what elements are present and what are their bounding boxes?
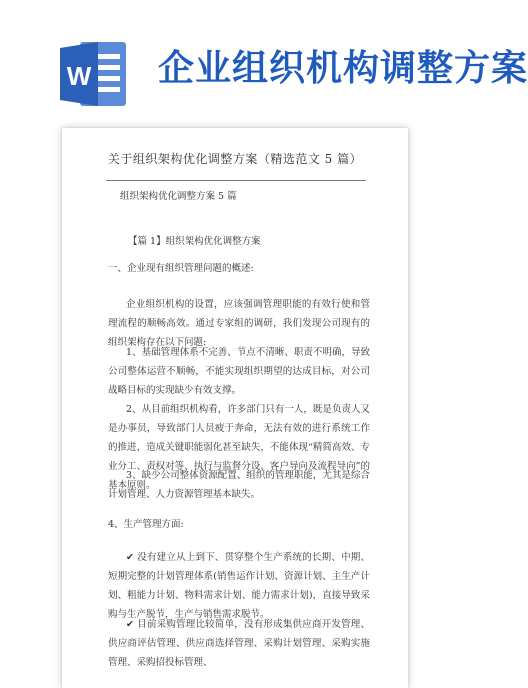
section-heading: 【篇 1】组织架构优化调整方案 (128, 236, 261, 247)
paragraph: ✔ 没有建立从上到下、贯穿整个生产系统的长期、中期、短期完整的计划管理体系(销售运作计划、资源计划、主生产计划、粗能力计划、物料需求计划、能力需求计划)，直接导致采购与生产脱节，生产与销售需求脱节。 (108, 552, 370, 620)
document-page (62, 128, 408, 688)
document-title: 关于组织架构优化调整方案（精选范文 5 篇） (107, 152, 363, 166)
svg-text:W: W (66, 61, 92, 91)
paragraph: 3、缺少公司整体资源配置、组织的管理职能，尤其是综合计划管理、人力资源管理基本缺失。 (108, 470, 370, 500)
word-document-icon (58, 38, 130, 110)
header-rule (106, 180, 366, 181)
paragraph: 4、生产管理方面: (108, 519, 184, 530)
paragraph: 1、基础管理体系不完善、节点不清晰、职责不明确，导致公司整体运营不顺畅，不能实现组织期望的达成目标，对公司战略目标的实现缺少有效支撑。 (108, 347, 370, 396)
document-subtitle: 组织架构优化调整方案 5 篇 (120, 191, 237, 202)
banner-title: 企业组织机构调整方案 (158, 48, 528, 89)
banner (0, 0, 528, 140)
paragraph: 一、企业现有组织管理问题的概述: (108, 263, 254, 274)
paragraph: ✔ 目前采购管理比较简单，没有形成集供应商开发管理、供应商评估管理、供应商选择管理、采购计划管理、采购实施管理、采购招投标管理、 (108, 619, 370, 668)
paragraph: 2、从目前组织机构看，许多部门只有一人，既是负责人又是办事员，导致部门人员疲于奔命，无法有效的进行系统工作的推进，造成关键职能弱化甚至缺失，不能体现“精简高效、专业分工、责权对等、执行与监督分设、客户导向及流程导向”的基本原则。 (108, 404, 370, 491)
paragraph: 企业组织机构的设置，应该强调管理职能的有效行使和管理流程的顺畅高效。通过专家组的调研，我们发现公司现有的组织架构存在以下问题: (108, 299, 370, 348)
